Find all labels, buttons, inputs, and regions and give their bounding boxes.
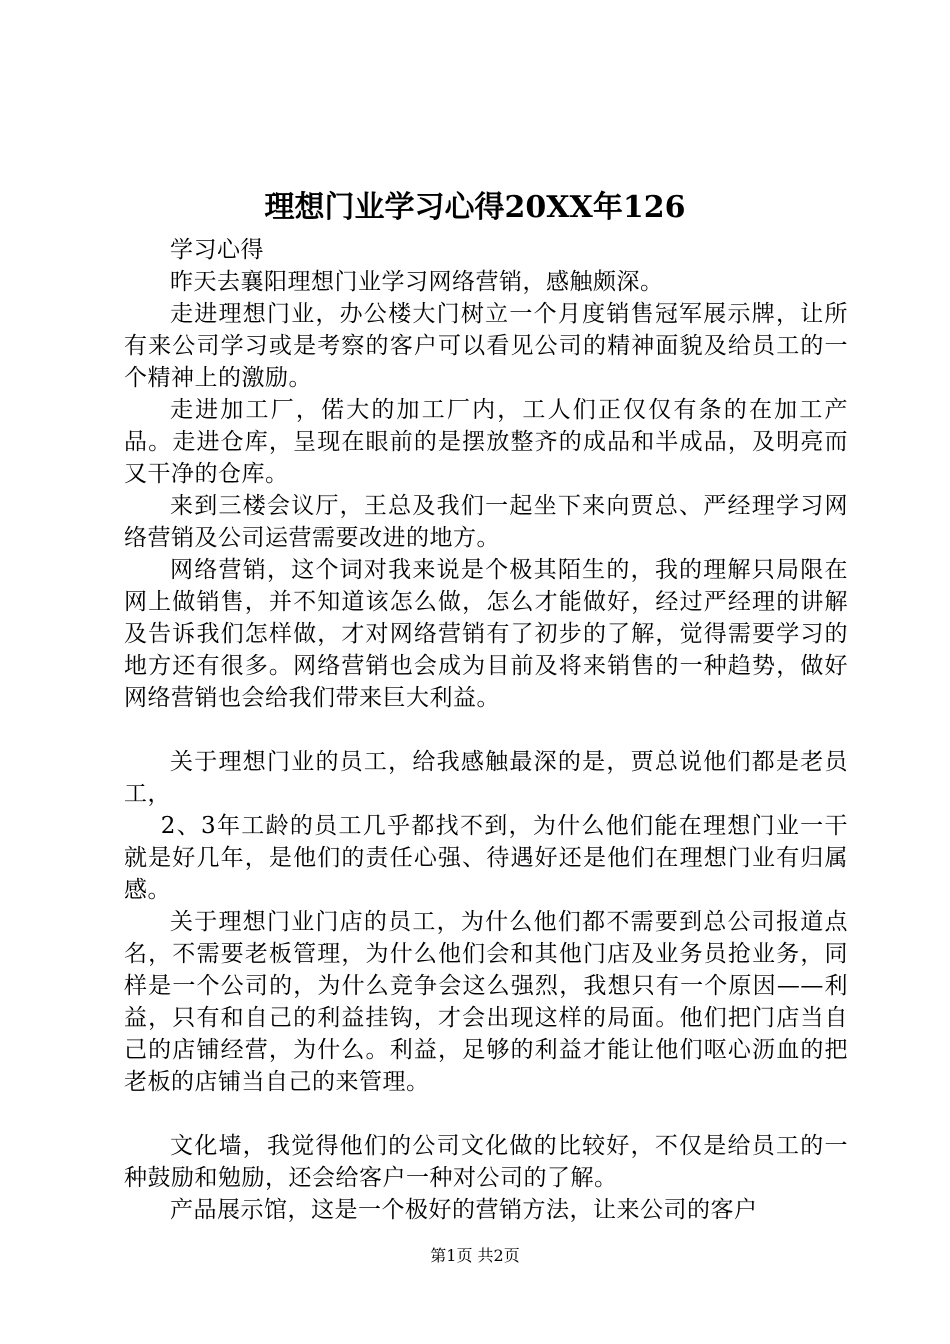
- paragraph-gap: [124, 714, 848, 746]
- page-footer: 第1页 共2页: [430, 1246, 520, 1265]
- paragraph: 产品展示馆，这是一个极好的营销方法，让来公司的客户: [170, 1197, 758, 1223]
- document-title: 理想门业学习心得20XX年126: [264, 190, 686, 225]
- paragraph: 来到三楼会议厅，王总及我们一起坐下来向贾总、严经理学习网络营销及公司运营需要改进的地方。: [124, 493, 848, 551]
- paragraph: 关于理想门业的员工，给我感触最深的是，贾总说他们都是老员工，: [124, 749, 848, 807]
- paragraph: 网络营销，这个词对我来说是个极其陌生的，我的理解只局限在网上做销售，并不知道该怎么做，怎么才能做好，经过严经理的讲解及告诉我们怎样做，才对网络营销有了初步的了解，觉得需要学习的地方还有很多。网络营销也会成为目前及将来销售的一种趋势，做好网络营销也会给我们带来巨大利益。: [124, 557, 848, 711]
- paragraph: 走进理想门业，办公楼大门树立一个月度销售冠军展示牌，让所有来公司学习或是考察的客户可以看见公司的精神面貌及给员工的一个精神上的激励。: [124, 301, 848, 391]
- paragraph: 走进加工厂，偌大的加工厂内，工人们正仅仅有条的在加工产品。走进仓库，呈现在眼前的是摆放整齐的成品和半成品，及明亮而又干净的仓库。: [124, 397, 848, 487]
- paragraph-heading: 学习心得: [170, 237, 264, 263]
- paragraph-gap: [124, 1098, 848, 1130]
- paragraph: 2、3年工龄的员工几乎都找不到，为什么他们能在理想门业一干就是好几年，是他们的责任心强、待遇好还是他们在理想门业有归属感。: [124, 813, 848, 903]
- paragraph: 昨天去襄阳理想门业学习网络营销，感触颇深。: [170, 269, 664, 295]
- paragraph: 关于理想门业门店的员工，为什么他们都不需要到总公司报道点名，不需要老板管理，为什么他们会和其他门店及业务员抢业务，同样是一个公司的，为什么竞争会这么强烈，我想只有一个原因——利益，只有和自己的利益挂钩，才会出现这样的局面。他们把门店当自己的店铺经营，为什么。利益，足够的利益才能让他们呕心沥血的把老板的店铺当自己的来管理。: [124, 909, 848, 1095]
- paragraph: 文化墙，我觉得他们的公司文化做的比较好，不仅是给员工的一种鼓励和勉励，还会给客户一种对公司的了解。: [124, 1133, 848, 1191]
- document-body: [124, 234, 848, 1226]
